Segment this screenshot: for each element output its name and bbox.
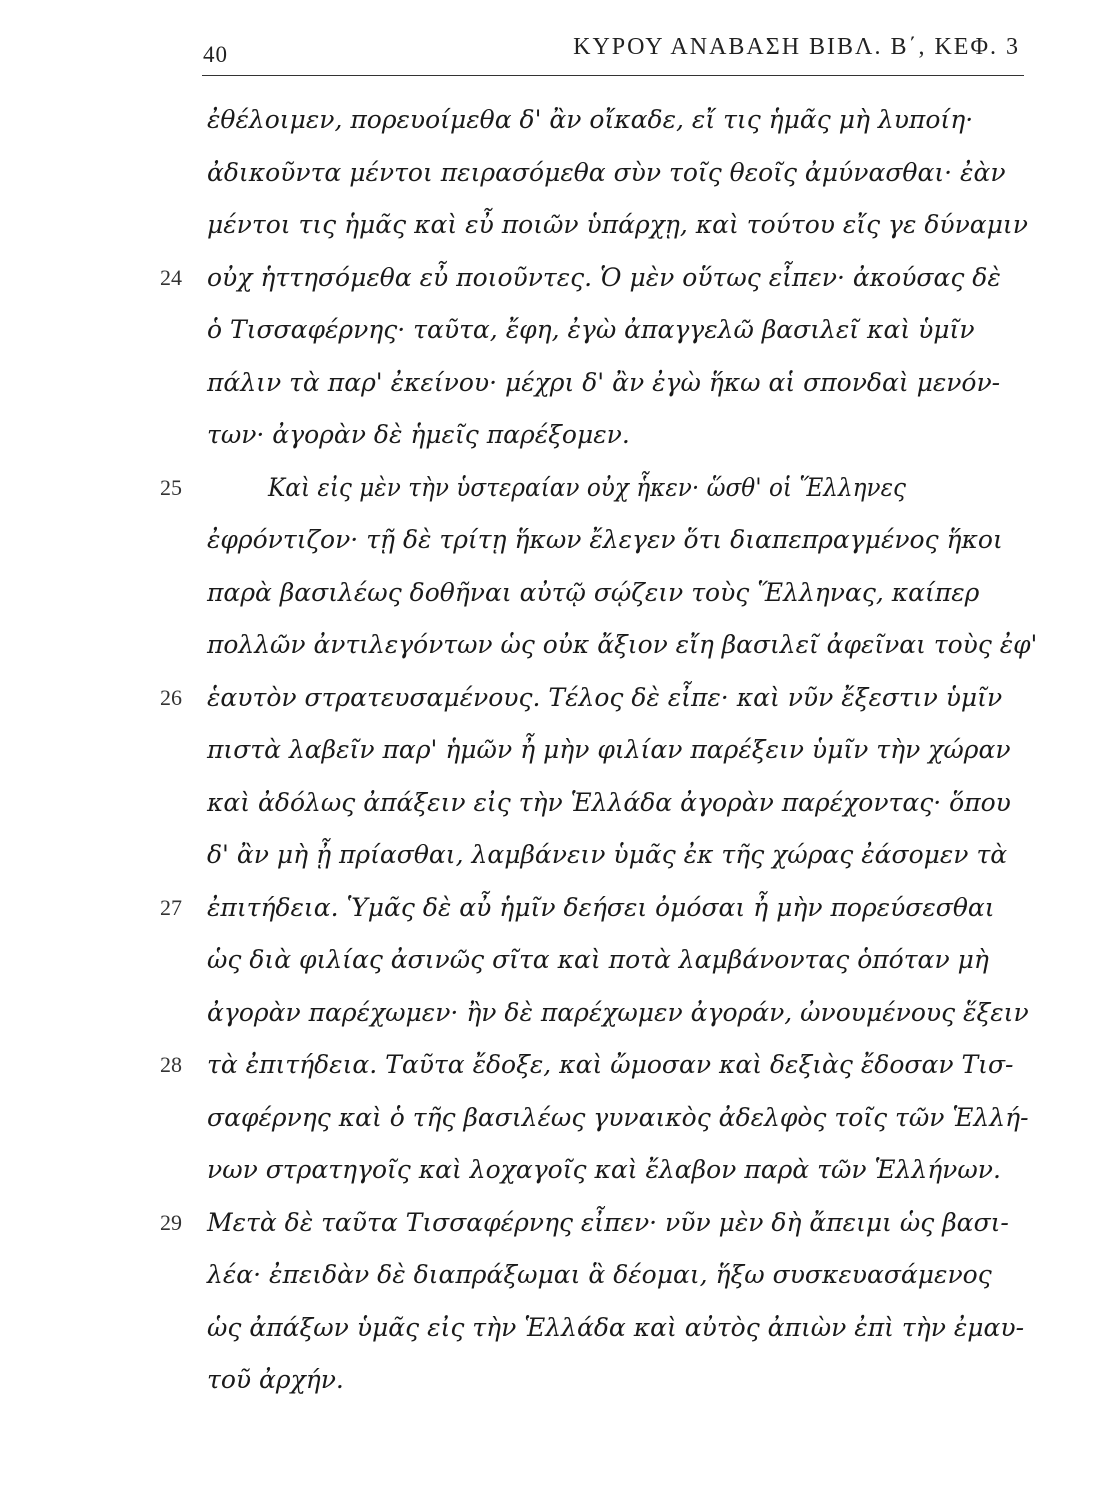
text-line	[0, 304, 1094, 357]
text-line	[0, 619, 1094, 672]
text-line	[0, 409, 1094, 462]
line-text: τοῦ ἀρχήν.	[207, 1365, 344, 1394]
greek-text-block	[0, 94, 1094, 1407]
text-line	[0, 514, 1094, 567]
line-text: πολλῶν ἀντιλεγόντων ὡς οὐκ ἄξιον εἴη βασιλεῖ ἀφεῖναι τοὺς ἐφ'	[207, 630, 1038, 659]
line-text: σαφέρνης καὶ ὁ τῆς βασιλέως γυναικὸς ἀδελφὸς τοῖς τῶν Ἑλλή-	[207, 1102, 1029, 1132]
line-text: παρὰ βασιλέως δοθῆναι αὐτῷ σῴζειν τοὺς Ἕλληνας, καίπερ	[207, 577, 980, 607]
line-text: ἐθέλοιμεν, πορευοίμεθα δ' ἂν οἴκαδε, εἴ τις ἡμᾶς μὴ λυποίη·	[207, 105, 974, 134]
line-text: ἑαυτὸν στρατευσαμένους. Τέλος δὲ εἶπε· καὶ νῦν ἔξεστιν ὑμῖν	[207, 682, 1003, 712]
line-text: ἀγορὰν παρέχωμεν· ἢν δὲ παρέχωμεν ἀγοράν, ὠνουμένους ἕξειν	[207, 997, 1029, 1027]
text-line	[0, 934, 1094, 987]
line-text: Καὶ εἰς μὲν τὴν ὑστεραίαν οὐχ ἧκεν· ὥσθ' οἱ Ἕλληνες	[268, 472, 907, 502]
text-line	[0, 147, 1094, 200]
text-line	[0, 987, 1094, 1040]
line-text: ἀδικοῦντα μέντοι πειρασόμεθα σὺν τοῖς θεοῖς ἀμύνασθαι· ἐὰν	[207, 157, 1006, 187]
header-rule	[202, 75, 1024, 76]
line-text: καὶ ἀδόλως ἀπάξειν εἰς τὴν Ἑλλάδα ἀγορὰν παρέχοντας· ὅπου	[207, 787, 1011, 817]
text-line	[0, 1249, 1094, 1302]
text-line	[0, 1039, 1094, 1092]
section-number: 29	[160, 1209, 182, 1235]
line-text: ἐφρόντιζον· τῇ δὲ τρίτῃ ἥκων ἔλεγεν ὅτι διαπεπραγμένος ἥκοι	[207, 525, 1003, 554]
text-line	[0, 777, 1094, 830]
line-text: ἐπιτήδεια. Ὑμᾶς δὲ αὖ ἡμῖν δεήσει ὀμόσαι ἦ μὴν πορεύσεσθαι	[207, 892, 995, 922]
line-text: Μετὰ δὲ ταῦτα Τισσαφέρνης εἶπεν· νῦν μὲν δὴ ἄπειμι ὡς βασι-	[207, 1207, 1009, 1237]
text-line	[0, 724, 1094, 777]
text-line	[0, 882, 1094, 935]
text-line	[0, 1144, 1094, 1197]
line-text: οὐχ ἡττησόμεθα εὖ ποιοῦντες. Ὁ μὲν οὕτως εἶπεν· ἀκούσας δὲ	[207, 262, 1001, 292]
line-text: ὡς ἀπάξων ὑμᾶς εἰς τὴν Ἑλλάδα καὶ αὐτὸς ἀπιὼν ἐπὶ τὴν ἐμαυ-	[207, 1312, 1025, 1342]
text-line	[0, 672, 1094, 725]
text-line	[0, 94, 1094, 147]
line-text: νων στρατηγοῖς καὶ λοχαγοῖς καὶ ἔλαβον παρὰ τῶν Ἑλλήνων.	[207, 1155, 1001, 1184]
text-line	[0, 252, 1094, 305]
page-number: 40	[203, 42, 228, 67]
section-number: 27	[160, 894, 182, 920]
line-text: ὁ Τισσαφέρνης· ταῦτα, ἔφη, ἐγὼ ἀπαγγελῶ βασιλεῖ καὶ ὑμῖν	[207, 315, 975, 344]
text-line	[0, 1354, 1094, 1407]
text-line	[0, 1092, 1094, 1145]
section-number: 24	[160, 264, 182, 290]
line-text: πάλιν τὰ παρ' ἐκείνου· μέχρι δ' ἂν ἐγὼ ἥκω αἱ σπονδαὶ μενόν-	[207, 367, 1001, 397]
text-line	[0, 829, 1094, 882]
line-text: μέντοι τις ἡμᾶς καὶ εὖ ποιῶν ὑπάρχῃ, καὶ τούτου εἴς γε δύναμιν	[207, 210, 1028, 239]
line-text: δ' ἂν μὴ ᾖ πρίασθαι, λαμβάνειν ὑμᾶς ἐκ τῆς χώρας ἐάσομεν τὰ	[207, 840, 1008, 869]
line-text: των· ἀγορὰν δὲ ἡμεῖς παρέξομεν.	[207, 420, 630, 449]
line-text: ὡς διὰ φιλίας ἀσινῶς σῖτα καὶ ποτὰ λαμβάνοντας ὁπόταν μὴ	[207, 945, 989, 974]
text-line	[0, 1302, 1094, 1355]
text-line	[0, 357, 1094, 410]
line-text: τὰ ἐπιτήδεια. Ταῦτα ἔδοξε, καὶ ὤμοσαν καὶ δεξιὰς ἔδοσαν Τισ-	[207, 1050, 1014, 1079]
text-line	[0, 199, 1094, 252]
running-title: ΚΥΡΟΥ ΑΝΑΒΑΣΗ ΒΙΒΛ. Β΄, ΚΕΦ. 3	[573, 34, 1020, 60]
line-text: πιστὰ λαβεῖν παρ' ἡμῶν ἦ μὴν φιλίαν παρέξειν ὑμῖν τὴν χώραν	[207, 735, 1011, 764]
line-text: λέα· ἐπειδὰν δὲ διαπράξωμαι ἃ δέομαι, ἥξω συσκευασάμενος	[207, 1260, 992, 1289]
section-number: 25	[160, 474, 182, 500]
text-line	[0, 462, 1094, 515]
text-line	[0, 1197, 1094, 1250]
section-number: 26	[160, 684, 182, 710]
text-line	[0, 567, 1094, 620]
section-number: 28	[160, 1052, 182, 1077]
